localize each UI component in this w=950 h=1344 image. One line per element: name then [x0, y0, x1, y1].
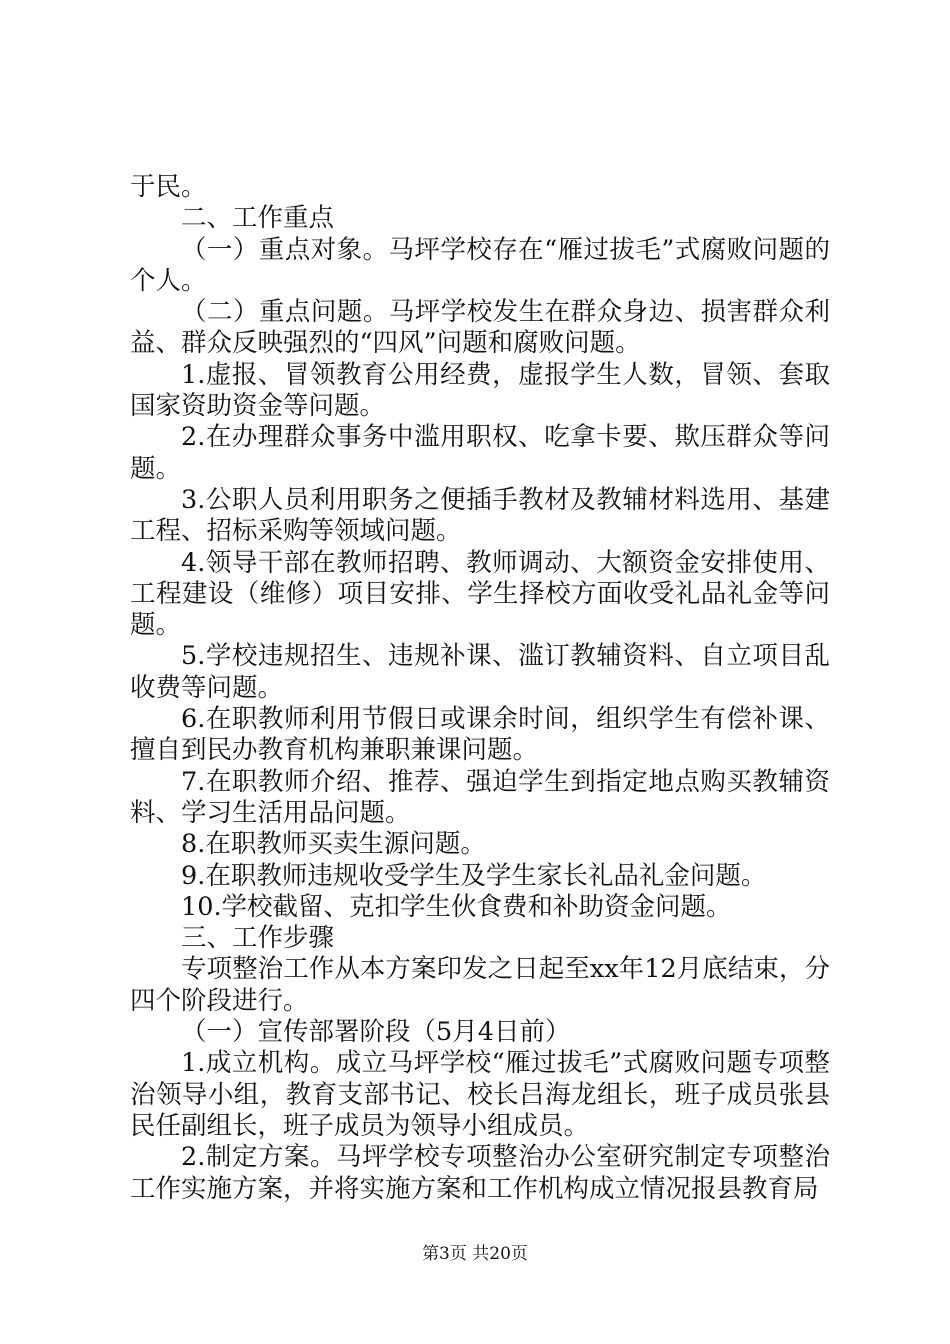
subsection-heading: （一）宣传部署阶段（5月4日前） — [181, 1017, 571, 1048]
section-heading: 二、工作重点 — [181, 203, 335, 234]
paragraph: 专项整治工作从本方案印发之日起至xx年12月底结束，分四个阶段进行。 — [130, 954, 830, 1016]
list-item: 1.虚报、冒领教育公用经费，虚报学生人数，冒领、套取国家资助资金等问题。 — [130, 359, 830, 422]
list-item: 6.在职教师利用节假日或课余时间，组织学生有偿补课、擅自到民办教育机构兼职兼课问题。 — [130, 704, 830, 766]
list-item: 2.在办理群众事务中滥用职权、吃拿卡要、欺压群众等问题。 — [130, 422, 830, 484]
paragraph: （一）重点对象。马坪学校存在“雁过拔毛”式腐败问题的个人。 — [130, 234, 830, 296]
section-heading: 三、工作步骤 — [181, 923, 335, 954]
paragraph: （二）重点问题。马坪学校发生在群众身边、损害群众利益、群众反映强烈的“四风”问题和腐败问题。 — [130, 297, 830, 359]
list-item: 1.成立机构。成立马坪学校“雁过拔毛”式腐败问题专项整治领导小组，教育支部书记、校长吕海龙组长，班子成员张县民任副组长，班子成员为领导小组成员。 — [130, 1048, 830, 1141]
list-item: 2.制定方案。马坪学校专项整治办公室研究制定专项整治工作实施方案，并将实施方案和工作机构成立情况报县教育局 — [130, 1142, 830, 1204]
page-number-footer: 第3页 共20页 — [422, 1244, 528, 1264]
list-item: 5.学校违规招生、违规补课、滥订教辅资料、自立项目乱收费等问题。 — [130, 641, 830, 703]
list-item: 7.在职教师介绍、推荐、强迫学生到指定地点购买教辅资料、学习生活用品问题。 — [130, 766, 830, 828]
list-item: 9.在职教师违规收受学生及学生家长礼品礼金问题。 — [181, 860, 767, 891]
list-item: 3.公职人员利用职务之便插手教材及教辅材料选用、基建工程、招标采购等领域问题。 — [130, 484, 830, 547]
list-item: 10.学校截留、克扣学生伙食费和补助资金问题。 — [181, 891, 732, 922]
paragraph: 于民。 — [130, 172, 207, 202]
list-item: 4.领导干部在教师招聘、教师调动、大额资金安排使用、工程建设（维修）项目安排、学生择校方面收受礼品礼金等问题。 — [130, 547, 830, 641]
document-body — [130, 172, 830, 1205]
list-item: 8.在职教师买卖生源问题。 — [181, 829, 486, 860]
